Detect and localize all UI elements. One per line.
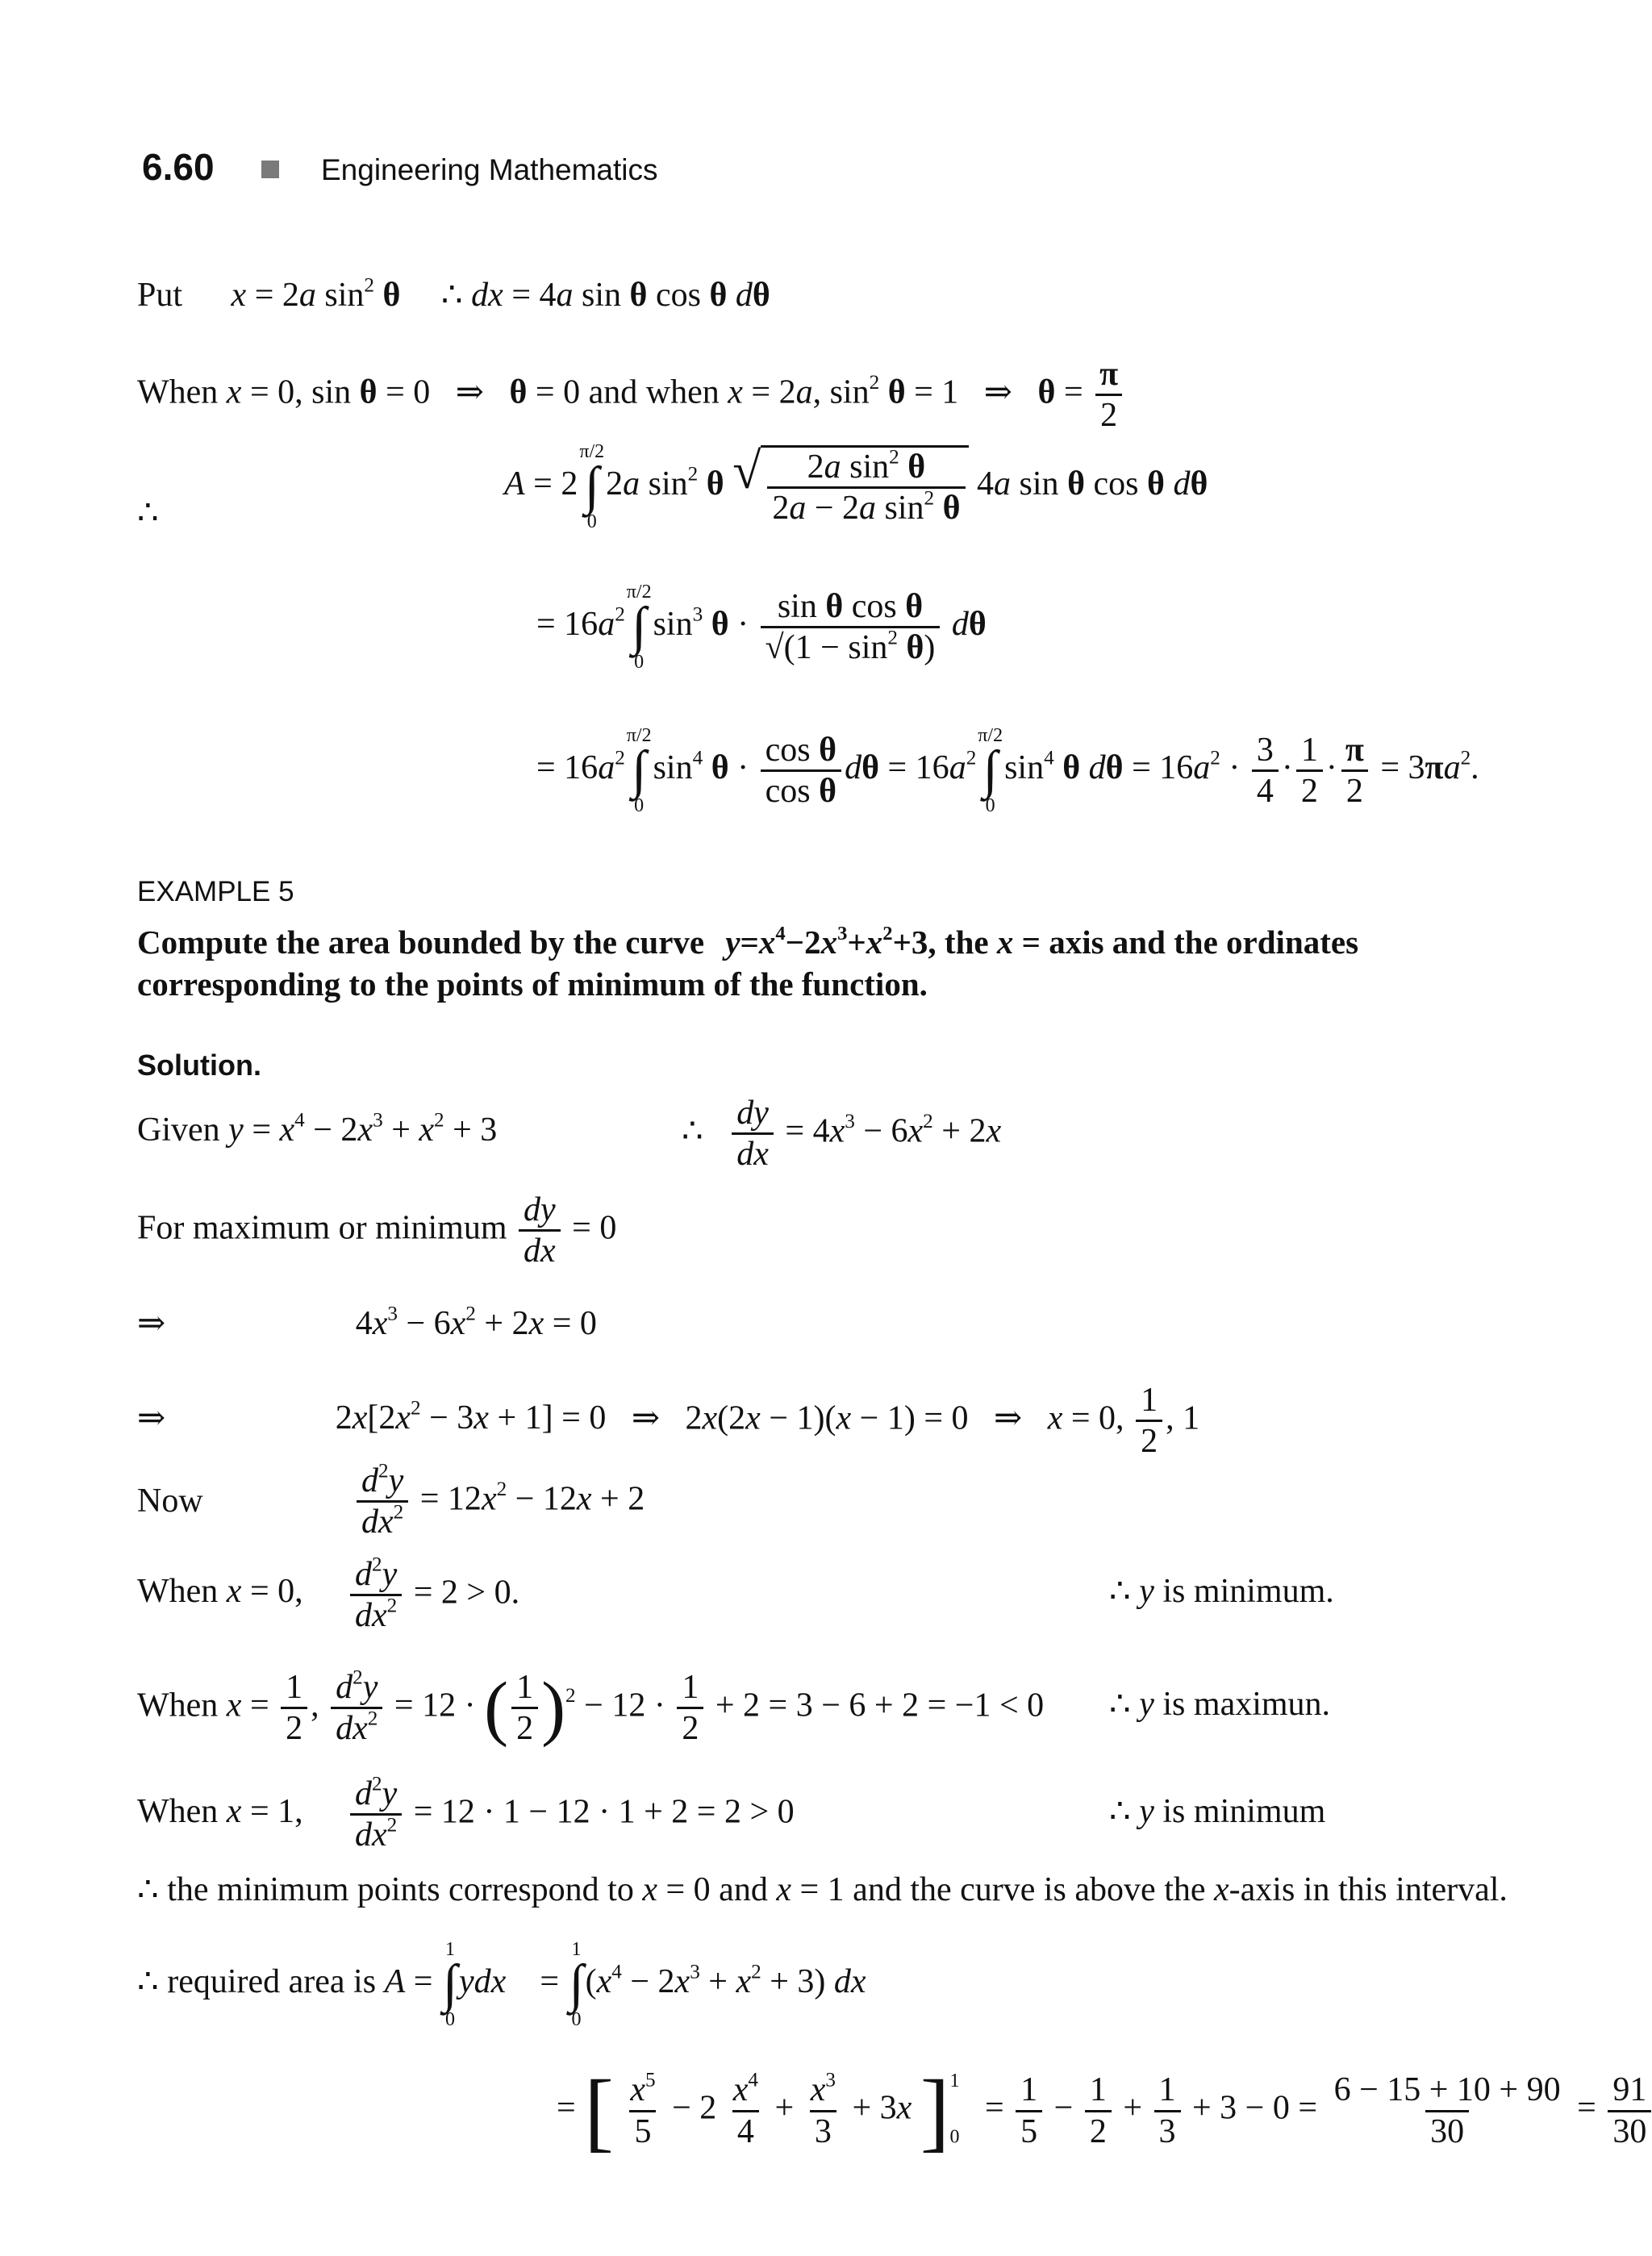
therefore-symbol: ∴ <box>137 494 159 532</box>
page-number: 6.60 <box>142 146 215 188</box>
implies-line2: ⇒ $2x[2x^2 - 3x + 1] = 0$ ⇒ 2x(2x − 1)(x − 1) = 0 ⇒ x = 0, $\frac{1}{2}$ , 1 <box>137 1382 1200 1461</box>
conclusion-line: ∴ the minimum points correspond to x = 0 and x = 1 and the curve is above the x-axis in this interval. <box>137 1871 1508 1908</box>
pi-over-2: $\frac{\pi}{2}$ <box>1095 355 1123 436</box>
given-line: Given $y = x^4 - 2x^3 + x^2 + 3$ <box>137 1109 498 1149</box>
maxmin-line: For maximum or minimum $\frac{dy}{dx}$ = 0 <box>137 1191 617 1270</box>
case2-line: When x = $\frac{1}{2}$ , $\frac{d^2y}{dx^2}$ = 12 · ( $\frac{1}{2}$ )$^2$ − 12 · $\frac{1}{2}$ + 2 = 3 − 6 + 2 = −1 < 0 <box>137 1666 1045 1748</box>
solution-heading: Solution. <box>137 1049 261 1082</box>
area-integral-line1: A = 2 π/2 ∫ 0 2a $\sin^2 \theta$ √ $\frac{2a \sin^2 \theta}{2a - 2a \sin^2 \theta}$ 4a sin θ cos θ dθ <box>504 441 1208 532</box>
second-derivative: $\frac{d^2y}{dx^2}$ = $12x^2 - 12x + 2$ <box>353 1462 645 1542</box>
first-derivative: ∴ $\frac{dy}{dx}$ = $4x^3 - 6x^2 + 2x$ <box>682 1095 1002 1174</box>
area-integral-line3: = $16a^2$ π/2 ∫ 0 $\sin^4 \theta$ · $\frac{\text{cos θ}}{\text{cos θ}}$ $d\theta = 16a^2$ π/2 ∫ 0 $\sin^4 \theta$ $d\theta = 16a^2$ · $\frac{3}{4}$ · $\frac{1}{2}$ · $\frac{\pi}{2}$ = $3\pi a^2$. <box>536 725 1479 816</box>
case1-result: ∴ y is minimum. <box>1109 1573 1334 1610</box>
case1-eq: $\frac{d^2y}{dx^2}$ = 2 > 0. <box>347 1555 519 1636</box>
case3-eq: $\frac{d^2y}{dx^2}$ = 12 · 1 − 12 · 1 + 2 = 2 > 0 <box>347 1774 795 1855</box>
substitution-eq: x <box>231 277 247 314</box>
area-evaluation-line: = [ $\frac{x^5}{5}$ − 2 $\frac{x^4}{4}$ + $\frac{x^3}{3}$ + 3x ] $_0^1$ = $\frac{1}{5}$ − $\frac{1}{2}$ + $\frac{1}{3}$ + 3 − 0 = $\frac{6 - 15 + 10 + 90}{30}$ = $\frac{91}{30}$ <box>557 2066 1652 2155</box>
book-title: Engineering Mathematics <box>321 153 658 186</box>
now-label: Now <box>137 1482 203 1520</box>
implies-line1: ⇒ $4x^3 - 6x^2 + 2x = 0$ <box>137 1303 597 1342</box>
differential-eq: ∴ dx = 4a sin θ cos θ dθ <box>440 277 770 314</box>
case3-label: When x = 1, <box>137 1793 303 1830</box>
header-separator-square <box>261 161 279 178</box>
case3-result: ∴ y is minimum <box>1109 1793 1326 1830</box>
example-heading: EXAMPLE 5 <box>137 876 294 907</box>
case1-label: When x = 0, <box>137 1573 303 1610</box>
limits-line: When x = 0, sin θ = 0 ⇒ θ = 0 and when x = 2a, $\sin^2 \theta = 1$ ⇒ θ = $\frac{\pi}{2}$ <box>137 355 1126 436</box>
example-statement-line2: corresponding to the points of minimum of the function. <box>137 965 928 1003</box>
area-integral-line2: = $16a^2$ π/2 ∫ 0 $\sin^3 \theta$ · $\frac{\text{sin θ cos θ}}{√(1 - \sin^2 \theta)}$ dθ <box>536 582 987 673</box>
required-area-line: ∴ required area is A = 1 ∫ 0 ydx = 1 ∫ 0 $(x^4 - 2x^3 + x^2 + 3)$ dx <box>137 1939 866 2030</box>
example-statement-line1: Compute the area bounded by the curve $y=x^4-2x^3+x^2+3$, the x = axis and the ordinates <box>137 922 1359 961</box>
put-label: Put <box>137 277 183 314</box>
step-put-line: Put x = 2a $\sin^2 \theta$ ∴ dx = 4a sin θ cos θ dθ <box>137 274 770 314</box>
case2-result: ∴ y is maximun. <box>1109 1686 1331 1723</box>
